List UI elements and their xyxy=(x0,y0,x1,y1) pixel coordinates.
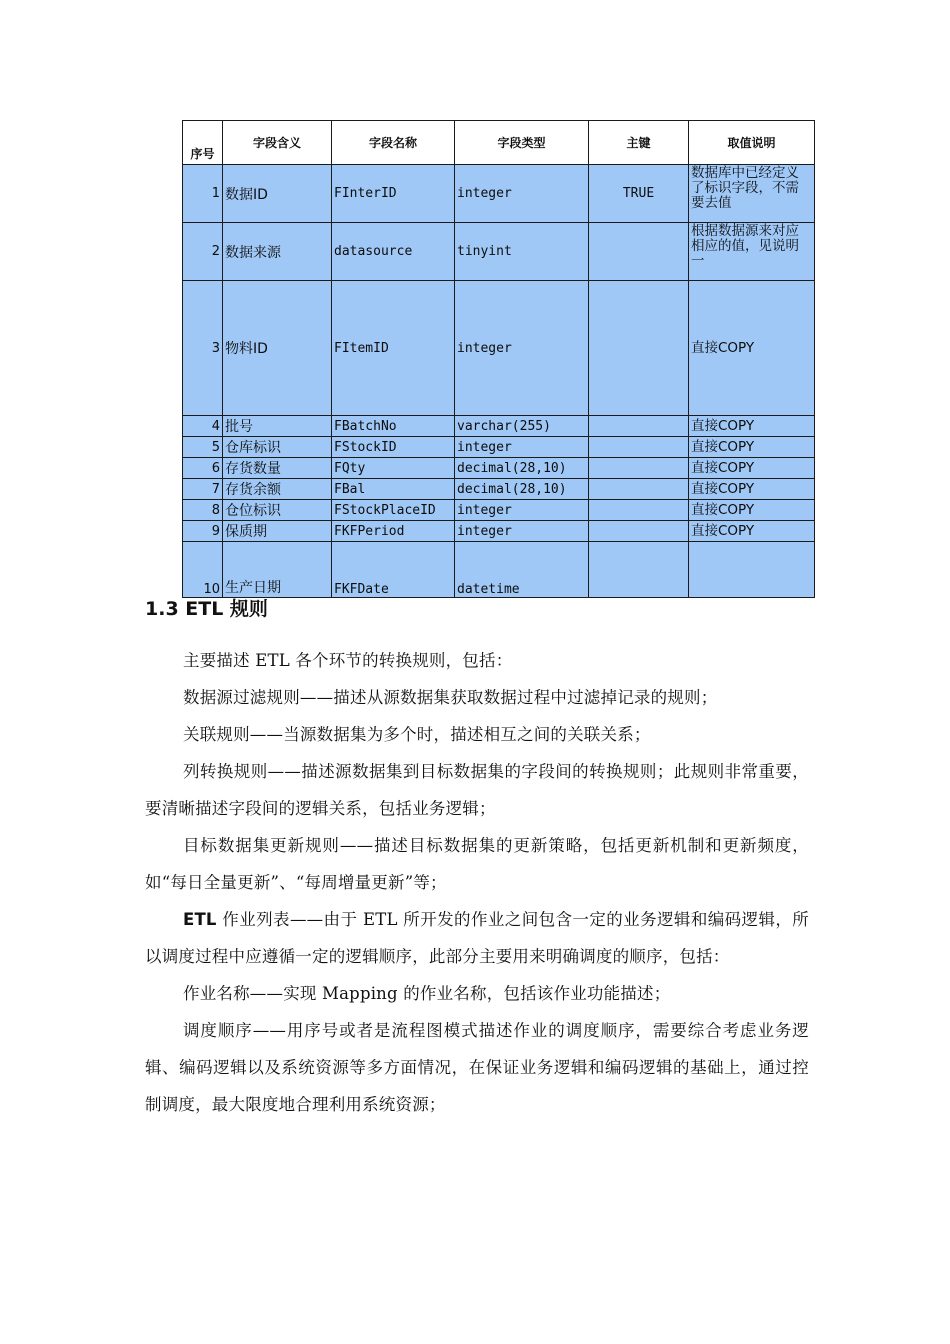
cell-no: 3 xyxy=(183,281,223,416)
cell-no: 10 xyxy=(183,542,223,598)
cell-pk xyxy=(589,500,689,521)
cell-note: 数据库中已经定义了标识字段，不需要去值 xyxy=(689,165,815,223)
paragraph-filter-rules: 数据源过滤规则——描述从源数据集获取数据过程中过滤掉记录的规则； xyxy=(183,688,718,707)
header-no: 序号 xyxy=(183,121,223,165)
cell-meaning: 保质期 xyxy=(223,521,332,542)
cell-no: 9 xyxy=(183,521,223,542)
table-row xyxy=(183,521,815,542)
cell-note: 根据数据源来对应相应的值，见说明一 xyxy=(689,223,815,281)
cell-name: FItemID xyxy=(332,281,455,416)
cell-name: FBal xyxy=(332,479,455,500)
cell-pk xyxy=(589,458,689,479)
cell-no: 6 xyxy=(183,458,223,479)
cell-name: FStockID xyxy=(332,437,455,458)
table-row xyxy=(183,542,815,598)
table-header-row xyxy=(183,121,815,165)
cell-type: integer xyxy=(455,521,589,542)
cell-meaning: 存货数量 xyxy=(223,458,332,479)
table-row xyxy=(183,479,815,500)
field-table-container xyxy=(182,120,814,598)
paragraph-column-rules: 列转换规则——描述源数据集到目标数据集的字段间的转换规则；此规则非常重要，要清晰描述字段间的逻辑关系，包括业务逻辑； xyxy=(145,762,809,818)
cell-name: FKFDate xyxy=(332,542,455,598)
table-row xyxy=(183,416,815,437)
cell-pk xyxy=(589,223,689,281)
cell-note: 直接COPY xyxy=(689,281,815,416)
cell-no: 5 xyxy=(183,437,223,458)
cell-type: tinyint xyxy=(455,223,589,281)
cell-meaning: 生产日期 xyxy=(223,542,332,598)
section-heading: 1.3 ETL 规则 xyxy=(145,598,268,620)
cell-name: FQty xyxy=(332,458,455,479)
cell-no: 8 xyxy=(183,500,223,521)
cell-pk: TRUE xyxy=(589,165,689,223)
table-row xyxy=(183,223,815,281)
cell-type: integer xyxy=(455,281,589,416)
cell-type: integer xyxy=(455,165,589,223)
cell-name: FBatchNo xyxy=(332,416,455,437)
header-pk: 主键 xyxy=(589,121,689,165)
cell-meaning: 物料ID xyxy=(223,281,332,416)
cell-type: decimal(28,10) xyxy=(455,479,589,500)
cell-name: FKFPeriod xyxy=(332,521,455,542)
cell-meaning: 仓库标识 xyxy=(223,437,332,458)
header-name: 字段名称 xyxy=(332,121,455,165)
cell-no: 7 xyxy=(183,479,223,500)
paragraph-schedule-order: 调度顺序——用序号或者是流程图模式描述作业的调度顺序，需要综合考虑业务逻辑、编码逻辑以及系统资源等多方面情况，在保证业务逻辑和编码逻辑的基础上，通过控制调度，最大限度地合理利用系统资源； xyxy=(145,1021,809,1114)
cell-name: FStockPlaceID xyxy=(332,500,455,521)
cell-type: decimal(28,10) xyxy=(455,458,589,479)
header-meaning: 字段含义 xyxy=(223,121,332,165)
cell-meaning: 存货余额 xyxy=(223,479,332,500)
cell-name: FInterID xyxy=(332,165,455,223)
table-row xyxy=(183,458,815,479)
field-definition-table xyxy=(182,120,815,598)
cell-pk xyxy=(589,281,689,416)
table-row xyxy=(183,165,815,223)
cell-type: integer xyxy=(455,437,589,458)
cell-meaning: 仓位标识 xyxy=(223,500,332,521)
cell-note xyxy=(689,542,815,598)
cell-note: 直接COPY xyxy=(689,521,815,542)
cell-note: 直接COPY xyxy=(689,500,815,521)
cell-type: integer xyxy=(455,500,589,521)
job-list-text: 作业列表——由于 ETL 所开发的作业之间包含一定的业务逻辑和编码逻辑，所以调度过程中应遵循一定的逻辑顺序，此部分主要用来明确调度的顺序，包括： xyxy=(145,910,809,966)
cell-no: 4 xyxy=(183,416,223,437)
table-row xyxy=(183,281,815,416)
cell-no: 2 xyxy=(183,223,223,281)
table-row xyxy=(183,500,815,521)
paragraph-update-rules: 目标数据集更新规则——描述目标数据集的更新策略，包括更新机制和更新频度，如“每日全量更新”、“每周增量更新”等； xyxy=(145,836,809,892)
cell-note: 直接COPY xyxy=(689,479,815,500)
header-type: 字段类型 xyxy=(455,121,589,165)
paragraph-job-list xyxy=(145,901,809,975)
cell-note: 直接COPY xyxy=(689,416,815,437)
cell-meaning: 数据ID xyxy=(223,165,332,223)
cell-type: varchar(255) xyxy=(455,416,589,437)
cell-pk xyxy=(589,437,689,458)
table-row xyxy=(183,437,815,458)
cell-pk xyxy=(589,479,689,500)
cell-meaning: 批号 xyxy=(223,416,332,437)
header-note: 取值说明 xyxy=(689,121,815,165)
cell-name: datasource xyxy=(332,223,455,281)
cell-type: datetime xyxy=(455,542,589,598)
cell-meaning: 数据来源 xyxy=(223,223,332,281)
cell-note: 直接COPY xyxy=(689,458,815,479)
cell-note: 直接COPY xyxy=(689,437,815,458)
paragraph-job-name: 作业名称——实现 Mapping 的作业名称，包括该作业功能描述； xyxy=(183,984,671,1003)
paragraph-join-rules: 关联规则——当源数据集为多个时，描述相互之间的关联关系； xyxy=(183,725,651,744)
cell-no: 1 xyxy=(183,165,223,223)
etl-bold-term: ETL xyxy=(183,910,217,929)
paragraph-intro: 主要描述 ETL 各个环节的转换规则，包括： xyxy=(183,651,513,670)
cell-pk xyxy=(589,521,689,542)
section-body xyxy=(145,642,809,1123)
cell-pk xyxy=(589,416,689,437)
cell-pk xyxy=(589,542,689,598)
